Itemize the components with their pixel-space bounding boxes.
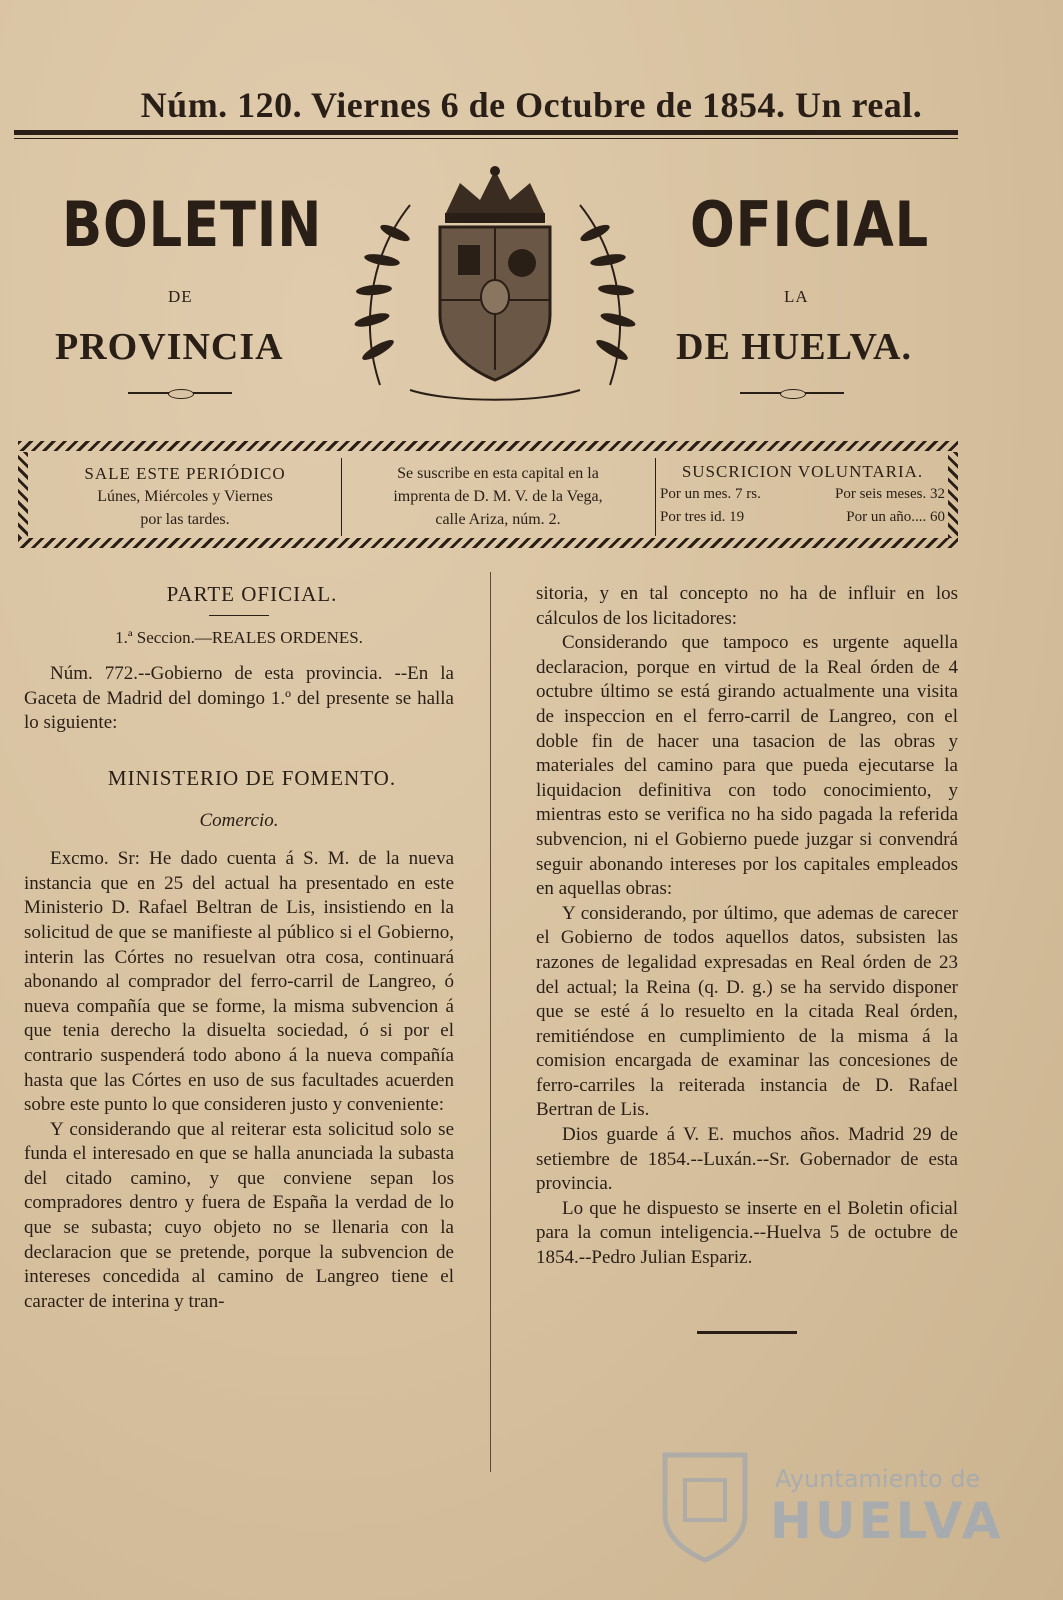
masthead-issue-line: Núm. 120. Viernes 6 de Octubre de 1854. Un real. [140, 85, 923, 125]
info-middle-line-1: Se suscribe en esta capital en la [397, 465, 599, 482]
left-paragraph-1: Excmo. Sr: He dado cuenta á S. M. de la nueva instancia que en 25 del actual ha presentado en este Ministerio D. Rafael Beltran de Lis, insistiendo en la solicitud de que se manifieste al público si el Gobierno, interin las Córtes no resuelvan otra cosa, continuará abonando al comprador del ferro-carril de Langreo, ó nueva compañía que se forme, la misma subvencion á que tenia derecho la disuelta sociedad, ó si por el contrario suspenderá todo abono á la nueva compañía hasta que las Córtes en uso de sus facultades acuerden sobre este punto lo que consideren justo y conveniente: [24, 848, 454, 1116]
title-provincia: PROVINCIA [55, 326, 284, 368]
price-six-months: Por seis meses. 32 [835, 486, 945, 502]
flourish-left [128, 392, 232, 394]
title-la: LA [784, 287, 809, 306]
info-border-left [18, 452, 28, 538]
info-left-line-2: Lúnes, Miércoles y Viernes [97, 488, 273, 505]
end-rule [697, 1331, 797, 1334]
info-border-bottom [18, 538, 958, 548]
price-one-year: Por un año.... 60 [846, 509, 945, 525]
info-middle-line-3: calle Ariza, núm. 2. [435, 511, 561, 528]
info-left-line-3: por las tardes. [140, 511, 230, 528]
title-de: DE [168, 287, 193, 306]
info-border-right [948, 452, 958, 538]
coat-of-arms-icon [340, 165, 650, 405]
column-divider [490, 572, 491, 1472]
info-right-title: SUSCRICION VOLUNTARIA. [681, 462, 924, 481]
ministry-title: MINISTERIO DE FOMENTO. [107, 765, 397, 790]
right-paragraph-2: Y considerando, por último, que ademas de carecer el Gobierno de todos aquellos datos, subsisten las razones de legalidad expresadas en Real órden de 23 del actual; la Reina (q. D. g.) se ha servido disponer que se esté á lo resuelto en la citada Real órden, remitiéndose en cumplimiento de la misma á la comision encargada de examinar las concesiones de ferro-carriles la reiterada instancia de D. Rafael Bertran de Lis. [536, 902, 958, 1121]
info-separator-1 [341, 458, 342, 536]
info-middle-line-2: imprenta de D. M. V. de la Vega, [393, 488, 603, 505]
masthead-rule [14, 130, 958, 135]
info-middle [348, 462, 648, 531]
right-paragraph-1: Considerando que tampoco es urgente aquella declaracion, porque en virtud de la Real órden de 4 octubre último se está girando actualmente una visita de inspeccion en el ferro-carril de Langreo, con el doble fin de hacer una tasacion de las obras y materiales del camino para que pueda ejecutarse la liquidacion definitiva con todo conocimiento, y mientras esto se verifica no ha sido pagada la referida subvencion, ni el Gobierno puede juzgar si convendrá seguir abonando intereses por los capitales empleados en aquellas obras: [536, 632, 958, 900]
right-paragraph-3: Dios guarde á V. E. muchos años. Madrid 29 de setiembre de 1854.--Luxán.--Sr. Gobernador de esta provincia. [536, 1124, 958, 1195]
section-title: PARTE OFICIAL. [166, 582, 338, 606]
masthead-rule-thin [14, 138, 958, 139]
intro-paragraph: Núm. 772.--Gobierno de esta provincia. --En la Gaceta de Madrid del domingo 1.º del presente se halla lo siguiente: [24, 663, 454, 734]
info-border-top [18, 441, 958, 451]
watermark-line-2: HUELVA [770, 1492, 1004, 1550]
section-rule [209, 615, 269, 616]
price-one-month: Por un mes. 7 rs. [660, 486, 761, 502]
flourish-right [740, 392, 844, 394]
left-column [24, 582, 454, 1314]
subject-title: Comercio. [199, 809, 279, 831]
price-three-months: Por tres id. 19 [660, 509, 745, 525]
info-separator-2 [655, 458, 656, 536]
info-right [660, 460, 945, 529]
title-boletin: BOLETIN [62, 188, 323, 261]
watermark-shield-icon [660, 1445, 750, 1565]
right-paragraph-0: sitoria, y en tal concepto no ha de influir en los cálculos de los licitadores: [536, 583, 958, 629]
right-paragraph-4: Lo que he dispuesto se inserte en el Boletin oficial para la comun inteligencia.--Huelva 5 de octubre de 1854.--Pedro Julian Espariz. [536, 1197, 958, 1269]
watermark-line-1: Ayuntamiento de [775, 1465, 981, 1493]
right-column [536, 582, 958, 1334]
info-left [40, 462, 330, 531]
info-left-line-1: SALE ESTE PERIÓDICO [84, 464, 286, 483]
left-paragraph-2: Y considerando que al reiterar esta solicitud solo se funda el interesado en que se halla anunciada la subasta del citado camino, y que conviene sepan los compradores dentro y fuera de España la verdad de lo que se subasta; cuyo objeto no se llenaria con la declaracion que se pretende, porque la subvencion de intereses concedida al camino de Langreo tiene el caracter de interina y tran- [24, 1118, 454, 1312]
title-oficial: OFICIAL [690, 188, 930, 261]
subsection-title: 1.ª Seccion.—REALES ORDENES. [115, 627, 363, 647]
title-de-huelva: DE HUELVA. [676, 326, 912, 368]
